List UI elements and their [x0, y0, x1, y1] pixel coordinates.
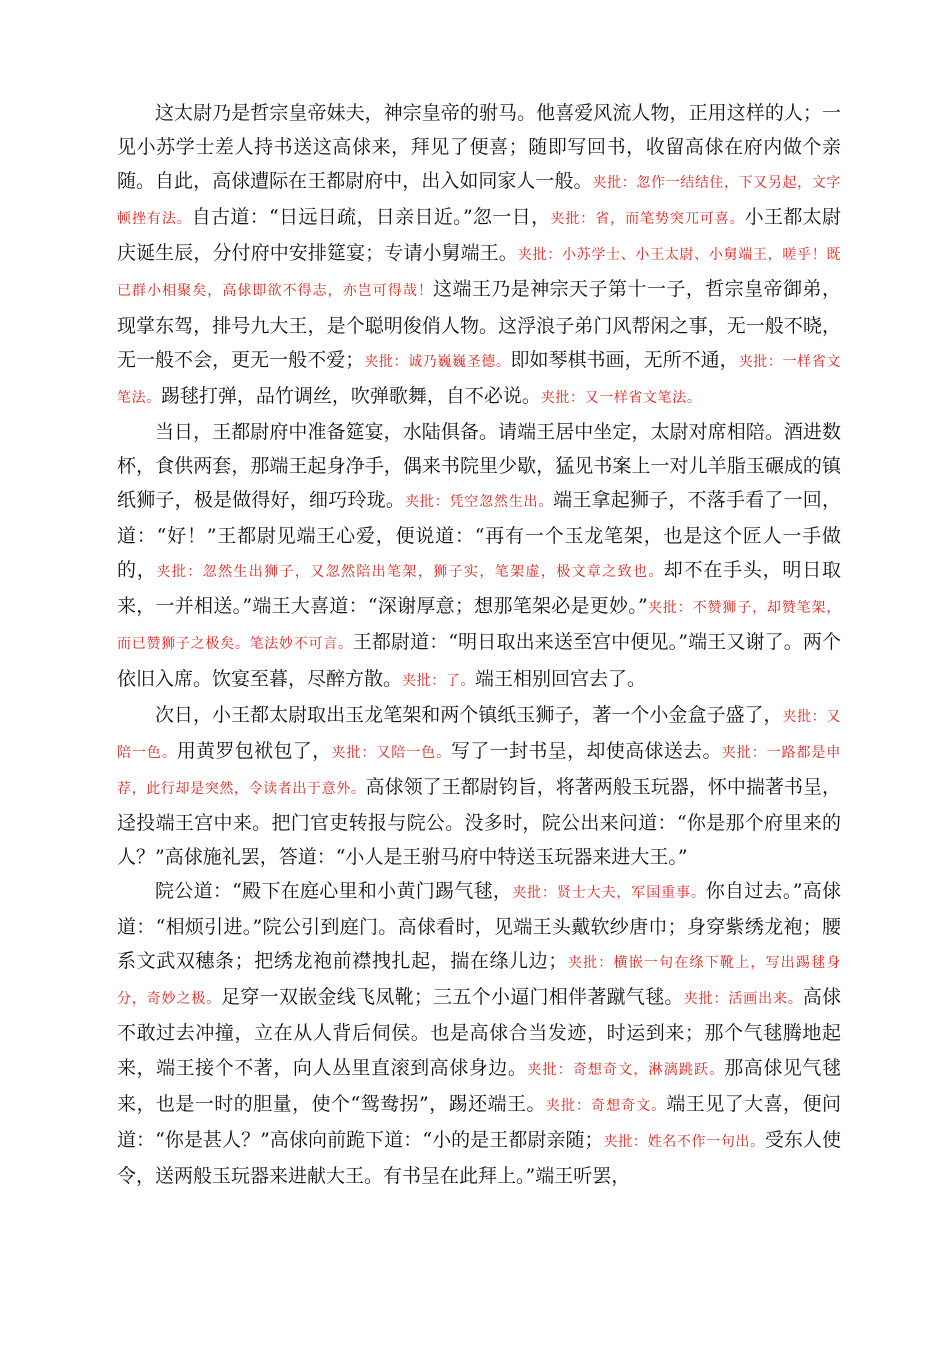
commentary-note: 夹批：奇想奇文，淋漓跳跃。	[527, 1061, 725, 1078]
commentary-note: 夹批：横嵌一句在绦下靴上，写出踢毬身分，奇妙之极。	[117, 955, 841, 1008]
commentary-note: 夹批：不赞狮子，却赞笔架，而已赞狮子之极矣。笔法妙不可言。	[117, 600, 841, 653]
body-text: 踢毬打弹，品竹调丝，吹弹歌舞，自不必说。	[160, 384, 541, 407]
commentary-note: 夹批：了。	[402, 672, 476, 689]
commentary-note: 夹批：诚乃巍巍圣德。	[364, 353, 511, 370]
body-text: 那高俅见气毬来，也是一时的胆量，使个“鸳鸯拐”，踢还端王。	[117, 1056, 841, 1115]
body-text: 这太尉乃是哲宗皇帝妹夫，神宗皇帝的驸马。他喜爱风流人物，正用这样的人；一见小苏学士差人持书送这高俅来，拜见了便喜；随即写回书，收留高俅在府内做个亲随。自此，高俅遭际在王都尉府中，出入如同家人一般。	[117, 102, 841, 193]
commentary-note: 夹批：一样省文笔法。	[117, 353, 841, 406]
paragraph-3	[117, 698, 841, 874]
commentary-note: 夹批：又陪一色。	[331, 744, 452, 761]
commentary-note: 夹批：忽然生出狮子，又忽然陪出笔架，狮子实，笔架虚，极文章之致也。	[156, 564, 664, 581]
commentary-note: 夹批：忽作一结结住，下又另起，文字顿挫有法。	[117, 175, 841, 228]
body-text: 高俅不敢过去冲撞，立在从人背后伺侯。也是高俅合当发迹，时运到来；那个气毬腾地起来，端王接个不著，向人丛里直滚到高俅身边。	[117, 986, 841, 1079]
commentary-note: 夹批：奇想奇文。	[545, 1097, 667, 1114]
body-text: 这端王乃是神宗天子第十一子，哲宗皇帝御弟，现掌东驾，排号九大王，是个聪明俊俏人物。这浮浪子弟门风帮闲之事，无一般不晓，无一般不会，更无一般不爱；	[117, 278, 841, 371]
paragraph-1	[117, 96, 841, 415]
commentary-note: 夹批：凭空忽然生出。	[405, 494, 554, 511]
body-text: 端王拿起狮子，不落手看了一回，道：“好！”王都尉见端王心爱，便说道：“再有一个玉龙笔架，也是这个匠人一手做的，	[117, 489, 841, 582]
commentary-note: 夹批：又陪一色。	[117, 708, 841, 761]
body-text: 你自过去。”高俅道：“相烦引进。”院公引到庭门。高俅看时，见端王头戴软纱唐巾；身穿紫绣龙袍；腰系文武双穗条；把绣龙袍前襟拽扎起，揣在绦儿边；	[117, 880, 841, 973]
body-text: 当日，王都尉府中准备筵宴，水陆俱备。请端王居中坐定，太尉对席相陪。酒进数杯，食供两套，那端王起身净手，偶来书院里少歇，猛见书案上一对儿羊脂玉碾成的镇纸狮子，极是做得好，细巧玲珑。	[117, 420, 841, 512]
document-page	[117, 96, 841, 1193]
body-text: 王都尉道：“明日取出来送至宫中便见。”端王又谢了。两个依旧入席。饮宴至暮，尽醉方散。	[117, 631, 841, 690]
commentary-note: 夹批：姓名不作一句出。	[603, 1133, 765, 1150]
body-text: 小王都太尉庆诞生辰，分付府中安排筵宴；专请小舅端王。	[117, 206, 841, 265]
body-text: 高俅领了王都尉钧旨，将著两般玉玩器，怀中揣著书呈，迳投端王宫中来。把门官吏转报与院公。没多时，院公出来问道：“你是那个府里来的人？”高俅施礼罢，答道：“小人是王驸马府中特送玉玩器来进大王。”	[117, 775, 841, 868]
commentary-note: 夹批：省，而笔势突兀可喜。	[550, 211, 745, 228]
body-text: 自古道：“日远日疏，日亲日近。”忽一日，	[191, 206, 551, 229]
body-text: 足穿一双嵌金线飞凤靴；三五个小逼门相伴著蹴气毬。	[221, 986, 684, 1009]
commentary-note: 夹批：又一样省文笔法。	[540, 389, 702, 406]
commentary-note: 夹批：一路都是申荐，此行却是突然，令读者出于意外。	[117, 744, 841, 797]
body-text: 写了一封书呈，却使高俅送去。	[451, 739, 722, 762]
paragraph-4	[117, 874, 841, 1193]
body-text: 却不在手头，明日取来，一并相送。”端王大喜道：“深谢厚意；想那笔架必是更妙。”	[117, 559, 841, 618]
body-text: 端王见了大喜，便问道：“你是甚人？”高俅向前跪下道：“小的是王都尉亲随；	[117, 1092, 841, 1151]
body-text: 即如琴棋书画，无所不通，	[510, 348, 739, 371]
paragraph-2	[117, 415, 841, 698]
commentary-note: 夹批：小苏学士、小王太尉、小舅端王，嗟乎！既已群小相聚矣，高俅即欲不得志，亦岂可得哉！	[117, 247, 841, 300]
body-text: 次日，小王都太尉取出玉龙笔架和两个镇纸玉狮子，著一个小金盒子盛了，	[155, 703, 783, 726]
commentary-note: 夹批：贤士大夫，军国重事。	[512, 885, 706, 902]
body-text: 端王相别回宫去了。	[475, 667, 647, 690]
body-text: 院公道：“殿下在庭心里和小黄门踢气毬，	[155, 880, 513, 903]
commentary-note: 夹批：活画出来。	[683, 991, 803, 1008]
body-text: 用黄罗包袱包了，	[176, 739, 332, 762]
body-text: 受东人使令，送两般玉玩器来进献大王。有书呈在此拜上。”端王听罢，	[117, 1128, 841, 1187]
